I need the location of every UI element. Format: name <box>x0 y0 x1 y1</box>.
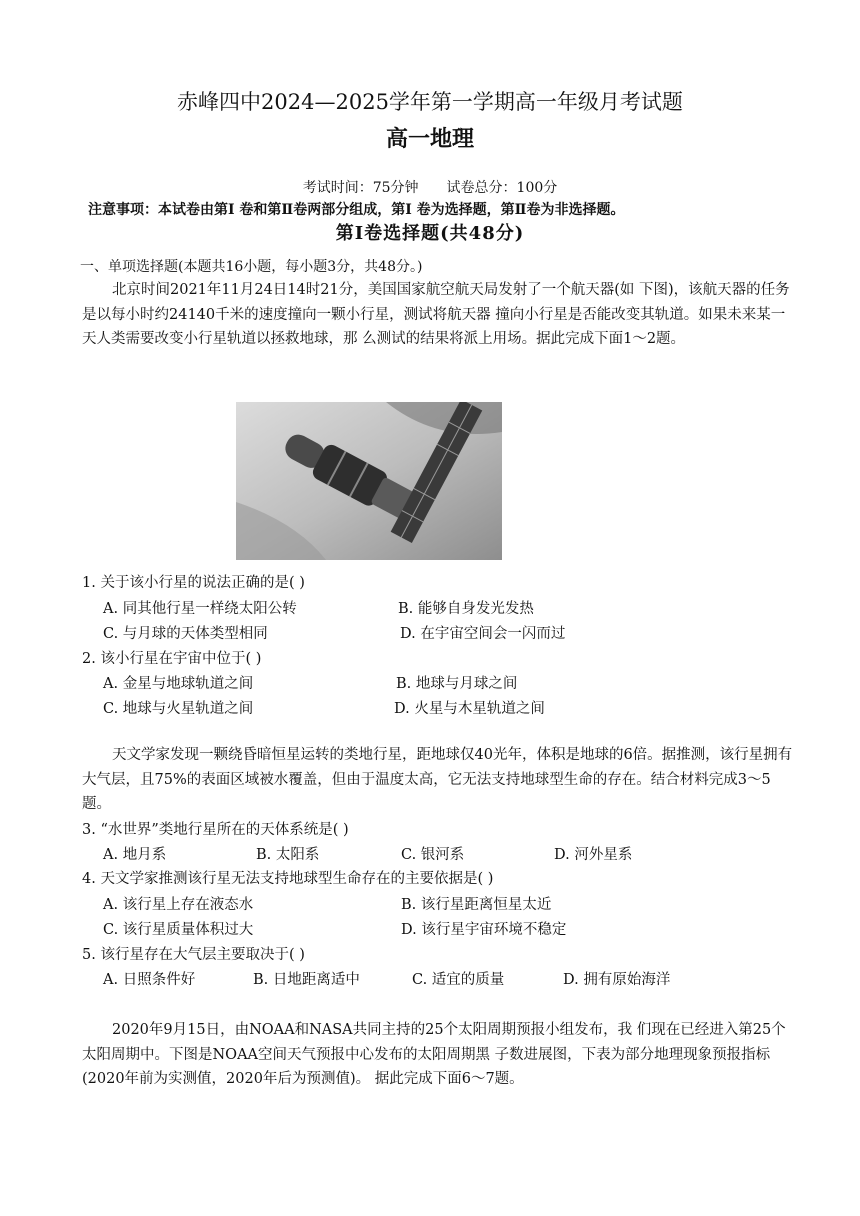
q1-option-d: D. 在宇宙空间会一闪而过 <box>400 626 566 642</box>
part1-title: 第Ⅰ卷选择题(共48分) <box>335 223 525 244</box>
q2-option-d: D. 火星与木星轨道之间 <box>394 701 545 717</box>
question-4: 4. 天文学家推测该行星无法支持地球型生命存在的主要依据是( ) <box>82 871 494 887</box>
q2-option-c: C. 地球与火星轨道之间 <box>103 701 254 717</box>
q3-option-c: C. 银河系 <box>401 847 465 863</box>
exam-info: 考试时间：75分钟 试卷总分：100分 <box>302 180 558 196</box>
exam-title: 赤峰四中2024—2025学年第一学期高一年级月考试题 <box>177 90 683 114</box>
q1-option-c: C. 与月球的天体类型相同 <box>103 626 268 642</box>
q4-option-d: D. 该行星宇宙环境不稳定 <box>401 922 567 938</box>
q4-option-a: A. 该行星上存在液态水 <box>103 897 254 913</box>
question-3: 3. “水世界”类地行星所在的天体系统是( ) <box>82 822 349 838</box>
q1-option-b: B. 能够自身发光发热 <box>398 601 534 617</box>
q5-option-b: B. 日地距离适中 <box>253 972 360 988</box>
q1-option-a: A. 同其他行星一样绕太阳公转 <box>103 601 297 617</box>
spacecraft-illustration <box>236 402 502 560</box>
q3-option-a: A. 地月系 <box>103 847 167 863</box>
exam-notice: 注意事项：本试卷由第Ⅰ 卷和第Ⅱ卷两部分组成，第Ⅰ 卷为选择题，第Ⅱ卷为非选择题。 <box>88 202 625 218</box>
q4-option-b: B. 该行星距离恒星太近 <box>401 897 552 913</box>
passage-3: 2020年9月15日，由NOAA和NASA共同主持的25个太阳周期预报小组发布，我 们现在已经进入第25个太阳周期中。下图是NOAA空间天气预报中心发布的太阳周期黑 子数进展图，下表为部分地理现象预报指标(2020年前为实测值，2020年后为预测值)。 据此完成下面6～7题。 <box>82 1022 786 1087</box>
question-5: 5. 该行星存在大气层主要取决于( ) <box>82 947 305 963</box>
q5-option-d: D. 拥有原始海洋 <box>563 972 671 988</box>
q2-option-a: A. 金星与地球轨道之间 <box>103 676 254 692</box>
q2-option-b: B. 地球与月球之间 <box>396 676 518 692</box>
passage-1: 北京时间2021年11月24日14时21分，美国国家航空航天局发射了一个航天器(如 下图)，该航天器的任务是以每小时约24140千米的速度撞向一颗小行星，测试将航天器 撞向小行星是否能改变其轨道。如果未来某一天人类需要改变小行星轨道以拯救地球，那 么测试的结果将派上用场。据此完成下面1～2题。 <box>82 282 790 347</box>
question-2: 2. 该小行星在宇宙中位于( ) <box>82 651 262 667</box>
q4-option-c: C. 该行星质量体积过大 <box>103 922 254 938</box>
question-1: 1. 关于该小行星的说法正确的是( ) <box>82 575 305 591</box>
spacecraft-photo <box>236 402 502 560</box>
subject-title: 高一地理 <box>385 127 474 152</box>
q3-option-d: D. 河外星系 <box>554 847 633 863</box>
section1-heading: 一、单项选择题(本题共16小题，每小题3分，共48分。) <box>80 259 423 275</box>
q5-option-a: A. 日照条件好 <box>103 972 196 988</box>
passage-2: 天文学家发现一颗绕昏暗恒星运转的类地行星，距地球仅40光年，体积是地球的6倍。据推测，该行星拥有大气层，且75%的表面区域被水覆盖，但由于温度太高，它无法支持地球型生命的存在。结合材料完成3～5题。 <box>82 747 793 812</box>
q3-option-b: B. 太阳系 <box>256 847 320 863</box>
q5-option-c: C. 适宜的质量 <box>412 972 505 988</box>
